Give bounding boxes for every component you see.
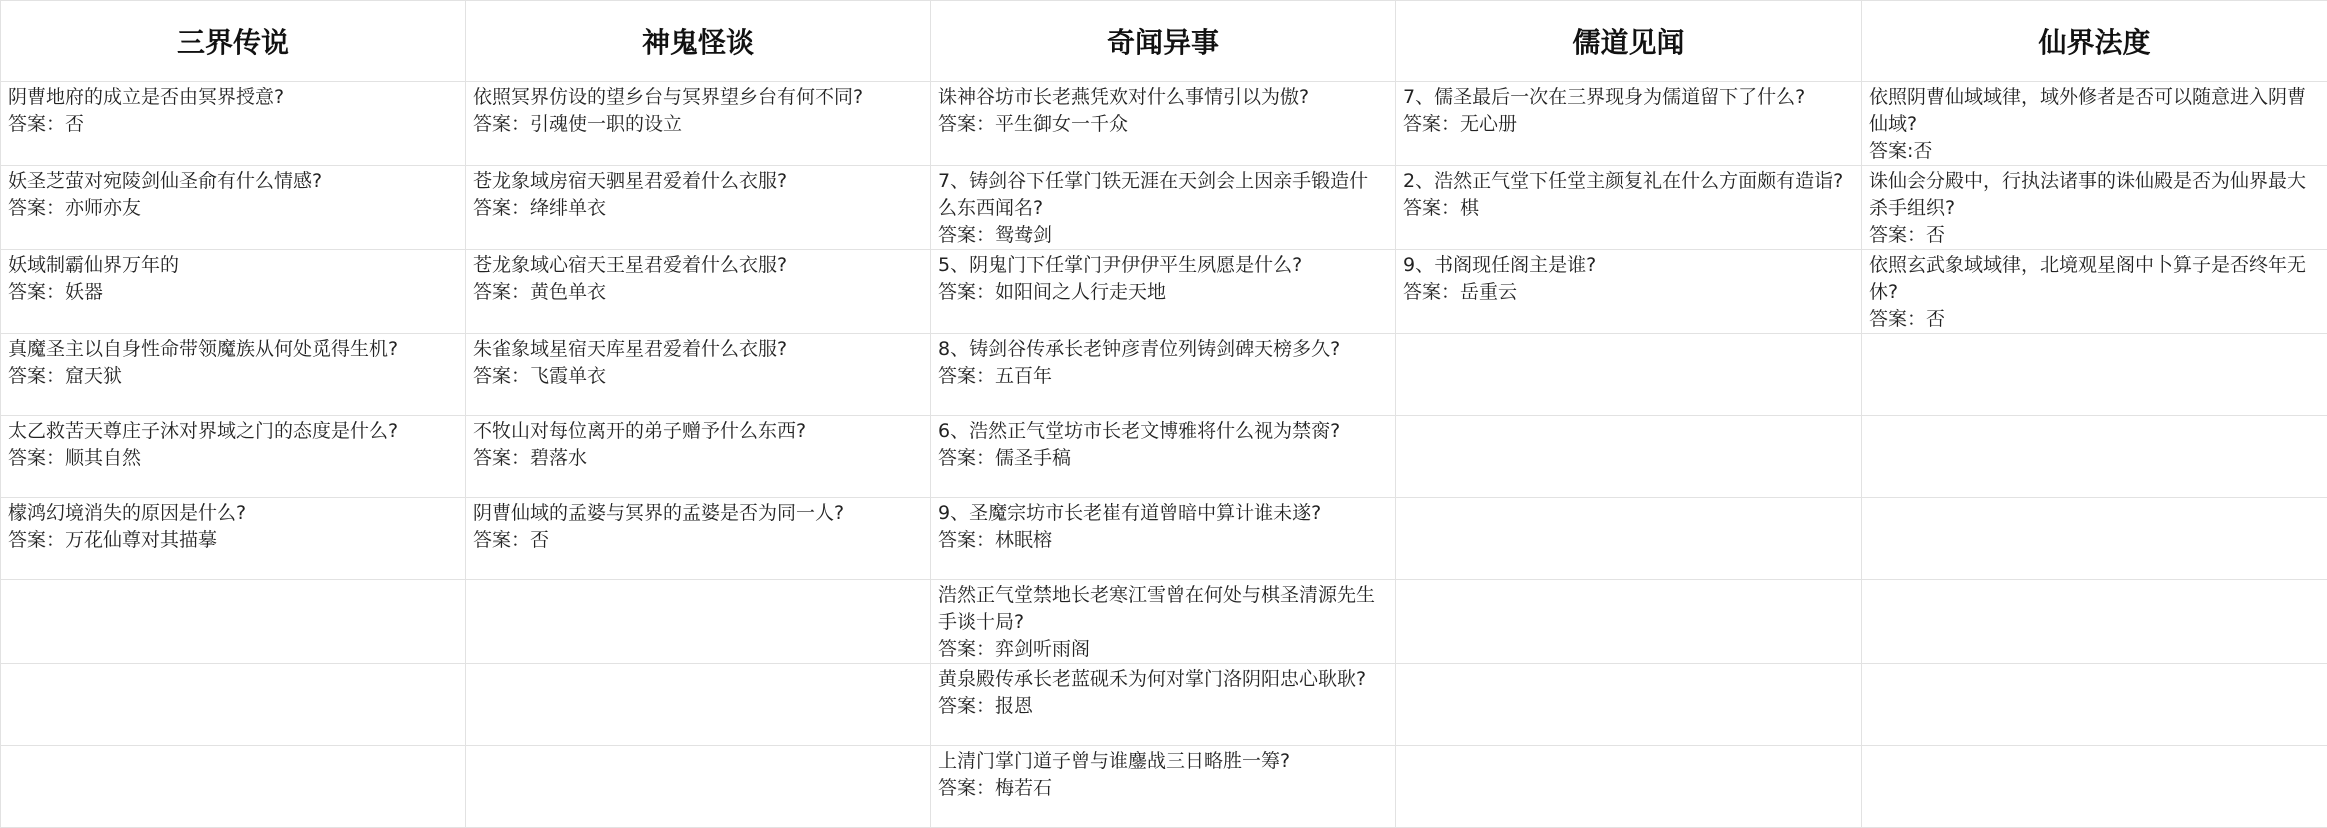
qa-cell	[466, 334, 931, 416]
answer-line	[938, 279, 1387, 306]
answer-label: 答案：	[8, 113, 66, 135]
answer-text: 妖器	[65, 281, 104, 303]
answer-line	[8, 363, 457, 390]
question-text: 苍龙象域心宿天王星君爱着什么衣服?	[473, 254, 788, 276]
qa-entry	[466, 746, 930, 748]
qa-entry	[931, 746, 1395, 802]
table-row	[1, 746, 2327, 828]
qa-entry	[1, 580, 465, 582]
answer-label: 答案：	[938, 695, 996, 717]
question-text: 9、书阁现任阁主是谁?	[1403, 254, 1597, 276]
question-text: 不牧山对每位离开的弟子赠予什么东西?	[473, 420, 807, 442]
answer-line	[938, 693, 1387, 720]
qa-cell	[466, 580, 931, 664]
answer-line	[938, 527, 1387, 554]
answer-text: 平生御女一千众	[995, 113, 1129, 135]
question-text: 黄泉殿传承长老蓝砚禾为何对掌门洛阴阳忠心耿耿?	[938, 668, 1367, 690]
qa-entry	[466, 580, 930, 582]
qa-cell	[931, 580, 1396, 664]
qa-entry	[466, 334, 930, 390]
qa-entry	[1862, 664, 2327, 666]
question-text: 5、阴鬼门下任掌门尹伊伊平生夙愿是什么?	[938, 254, 1303, 276]
qa-cell	[466, 746, 931, 828]
question-text: 依照玄武象域域律，北境观星阁中卜算子是否终年无休?	[1869, 254, 2307, 303]
answer-text: 否	[65, 113, 85, 135]
qa-entry	[1862, 82, 2327, 165]
qa-cell	[1396, 334, 1862, 416]
answer-label: 答案：	[473, 281, 531, 303]
answer-label: 答案：	[938, 529, 996, 551]
qa-cell	[1862, 82, 2327, 166]
qa-cell	[1, 166, 466, 250]
qa-cell	[466, 82, 931, 166]
qa-cell	[931, 250, 1396, 334]
question-text: 真魔圣主以自身性命带领魔族从何处觅得生机?	[8, 338, 399, 360]
answer-label: 答案:	[1869, 140, 1914, 162]
answer-line	[8, 527, 457, 554]
qa-cell	[1862, 416, 2327, 498]
qa-cell	[1862, 334, 2327, 416]
qa-entry	[1, 416, 465, 472]
qa-cell	[931, 664, 1396, 746]
answer-text: 鸳鸯剑	[995, 224, 1053, 246]
answer-text: 否	[1926, 224, 1946, 246]
column-header: 仙界法度	[1862, 1, 2327, 82]
qa-cell	[931, 82, 1396, 166]
table-row	[1, 580, 2327, 664]
question-text: 朱雀象域星宿天库星君爱着什么衣服?	[473, 338, 788, 360]
answer-text: 棋	[1460, 197, 1480, 219]
qa-cell	[1862, 498, 2327, 580]
question-text: 太乙救苦天尊庄子沐对界域之门的态度是什么?	[8, 420, 399, 442]
qa-entry	[931, 250, 1395, 306]
qa-entry	[1, 334, 465, 390]
question-text: 妖圣芝萤对宛陵剑仙圣俞有什么情感?	[8, 170, 323, 192]
answer-text: 碧落水	[530, 447, 588, 469]
question-text: 妖域制霸仙界万年的	[8, 254, 180, 276]
qa-cell	[1, 664, 466, 746]
answer-label: 答案：	[1403, 281, 1461, 303]
question-text: 依照阴曹仙域域律，域外修者是否可以随意进入阴曹仙域?	[1869, 86, 2307, 135]
qa-cell	[1396, 166, 1862, 250]
qa-cell	[1862, 250, 2327, 334]
answer-line	[473, 279, 922, 306]
qa-entry	[1, 166, 465, 222]
answer-line	[8, 195, 457, 222]
answer-text: 无心册	[1460, 113, 1518, 135]
qa-entry	[931, 334, 1395, 390]
answer-text: 儒圣手稿	[995, 447, 1072, 469]
qa-cell	[1396, 664, 1862, 746]
answer-line	[938, 222, 1387, 249]
question-text: 诛神谷坊市长老燕凭欢对什么事情引以为傲?	[938, 86, 1310, 108]
answer-text: 否	[1913, 140, 1933, 162]
answer-text: 绛绯单衣	[530, 197, 607, 219]
answer-text: 亦师亦友	[65, 197, 142, 219]
answer-label: 答案：	[8, 447, 66, 469]
answer-line	[473, 445, 922, 472]
question-text: 2、浩然正气堂下任堂主颜复礼在什么方面颇有造诣?	[1403, 170, 1844, 192]
answer-label: 答案：	[938, 777, 996, 799]
header-row	[1, 1, 2327, 82]
answer-text: 岳重云	[1460, 281, 1518, 303]
answer-text: 五百年	[995, 365, 1053, 387]
qa-entry	[1, 82, 465, 138]
qa-entry	[931, 664, 1395, 720]
question-text: 7、儒圣最后一次在三界现身为儒道留下了什么?	[1403, 86, 1806, 108]
answer-label: 答案：	[938, 638, 996, 660]
table-row	[1, 334, 2327, 416]
answer-label: 答案：	[1403, 113, 1461, 135]
question-text: 阴曹地府的成立是否由冥界授意?	[8, 86, 285, 108]
answer-line	[1869, 138, 2319, 165]
answer-text: 黄色单衣	[530, 281, 607, 303]
question-text: 诛仙会分殿中，行执法诸事的诛仙殿是否为仙界最大杀手组织?	[1869, 170, 2307, 219]
answer-label: 答案：	[473, 447, 531, 469]
answer-line	[8, 279, 457, 306]
question-text: 7、铸剑谷下任掌门铁无涯在天剑会上因亲手锻造什么东西闻名?	[938, 170, 1369, 219]
answer-text: 梅若石	[995, 777, 1053, 799]
question-text: 苍龙象域房宿天驷星君爱着什么衣服?	[473, 170, 788, 192]
column-header: 三界传说	[1, 1, 466, 82]
qa-entry	[1, 746, 465, 748]
qa-entry	[931, 416, 1395, 472]
qa-entry	[466, 82, 930, 138]
qa-entry	[1396, 250, 1861, 306]
answer-line	[473, 363, 922, 390]
qa-entry	[1396, 334, 1861, 336]
answer-line	[938, 445, 1387, 472]
table-row	[1, 498, 2327, 580]
question-text: 阴曹仙域的孟婆与冥界的孟婆是否为同一人?	[473, 502, 845, 524]
answer-line	[938, 363, 1387, 390]
column-header: 奇闻异事	[931, 1, 1396, 82]
answer-label: 答案：	[8, 529, 66, 551]
qa-entry	[1396, 664, 1861, 666]
answer-text: 如阳间之人行走天地	[995, 281, 1167, 303]
qa-entry	[931, 166, 1395, 249]
qa-cell	[931, 166, 1396, 250]
qa-cell	[466, 166, 931, 250]
table-body	[1, 82, 2327, 828]
qa-cell	[466, 664, 931, 746]
answer-label: 答案：	[938, 224, 996, 246]
qa-cell	[1862, 166, 2327, 250]
qa-cell	[1396, 82, 1862, 166]
qa-cell	[1396, 498, 1862, 580]
answer-line	[938, 111, 1387, 138]
qa-entry	[466, 250, 930, 306]
qa-entry	[1862, 746, 2327, 748]
qa-entry	[1, 498, 465, 554]
qa-entry	[466, 416, 930, 472]
table-row	[1, 166, 2327, 250]
answer-text: 弈剑听雨阁	[995, 638, 1091, 660]
qa-entry	[1396, 746, 1861, 748]
answer-label: 答案：	[473, 197, 531, 219]
answer-label: 答案：	[938, 447, 996, 469]
table-row	[1, 250, 2327, 334]
answer-text: 报恩	[995, 695, 1034, 717]
answer-label: 答案：	[1869, 224, 1927, 246]
answer-text: 林眠榕	[995, 529, 1053, 551]
qa-cell	[1, 746, 466, 828]
answer-text: 窟天狱	[65, 365, 123, 387]
answer-label: 答案：	[1403, 197, 1461, 219]
qa-entry	[1396, 82, 1861, 138]
answer-line	[1403, 279, 1853, 306]
qa-entry	[1, 250, 465, 306]
qa-cell	[466, 498, 931, 580]
table-row	[1, 82, 2327, 166]
answer-label: 答案：	[8, 197, 66, 219]
answer-label: 答案：	[473, 365, 531, 387]
qa-cell	[1396, 580, 1862, 664]
answer-label: 答案：	[473, 529, 531, 551]
qa-entry	[931, 498, 1395, 554]
answer-line	[473, 527, 922, 554]
qa-cell	[1, 498, 466, 580]
qa-cell	[1396, 416, 1862, 498]
qa-cell	[931, 498, 1396, 580]
answer-label: 答案：	[1869, 308, 1927, 330]
qa-cell	[931, 334, 1396, 416]
qa-cell	[466, 416, 931, 498]
qa-cell	[931, 416, 1396, 498]
answer-text: 万花仙尊对其描摹	[65, 529, 218, 551]
answer-text: 引魂使一职的设立	[530, 113, 683, 135]
qa-entry	[1862, 334, 2327, 336]
qa-cell	[1, 334, 466, 416]
answer-line	[8, 111, 457, 138]
qa-cell	[466, 250, 931, 334]
question-text: 檬鸿幻境消失的原因是什么?	[8, 502, 247, 524]
qa-entry	[1862, 498, 2327, 500]
answer-line	[8, 445, 457, 472]
qa-entry	[466, 498, 930, 554]
column-header: 神鬼怪谈	[466, 1, 931, 82]
qa-cell	[1862, 746, 2327, 828]
question-text: 浩然正气堂禁地长老寒江雪曾在何处与棋圣清源先生手谈十局?	[938, 584, 1376, 633]
answer-line	[1869, 222, 2319, 249]
qa-entry	[1396, 416, 1861, 418]
answer-line	[473, 195, 922, 222]
answer-line	[473, 111, 922, 138]
qa-entry	[1396, 498, 1861, 500]
answer-label: 答案：	[938, 113, 996, 135]
answer-line	[1403, 195, 1853, 222]
answer-label: 答案：	[8, 281, 66, 303]
qa-cell	[1, 580, 466, 664]
table-row	[1, 664, 2327, 746]
qa-cell	[1396, 746, 1862, 828]
answer-line	[938, 636, 1387, 663]
qa-entry	[931, 580, 1395, 663]
qa-entry	[466, 166, 930, 222]
answer-text: 顺其自然	[65, 447, 142, 469]
qa-cell	[1396, 250, 1862, 334]
qa-cell	[1862, 580, 2327, 664]
answer-label: 答案：	[473, 113, 531, 135]
question-text: 上清门掌门道子曾与谁鏖战三日略胜一筹?	[938, 750, 1291, 772]
answer-line	[1869, 306, 2319, 333]
qa-cell	[1862, 664, 2327, 746]
qa-cell	[1, 250, 466, 334]
answer-text: 否	[1926, 308, 1946, 330]
qa-cell	[931, 746, 1396, 828]
qa-entry	[1396, 166, 1861, 222]
question-text: 8、铸剑谷传承长老钟彦青位列铸剑碑天榜多久?	[938, 338, 1341, 360]
qa-entry	[1862, 250, 2327, 333]
answer-label: 答案：	[938, 365, 996, 387]
qa-entry	[1, 664, 465, 666]
qa-entry	[1862, 416, 2327, 418]
qa-entry	[1862, 166, 2327, 249]
answer-line	[1403, 111, 1853, 138]
qa-entry	[466, 664, 930, 666]
question-text: 6、浩然正气堂坊市长老文博雅将什么视为禁脔?	[938, 420, 1341, 442]
answer-line	[938, 775, 1387, 802]
answer-text: 否	[530, 529, 550, 551]
table-row	[1, 416, 2327, 498]
qa-entry	[1396, 580, 1861, 582]
answer-label: 答案：	[8, 365, 66, 387]
column-header: 儒道见闻	[1396, 1, 1862, 82]
answer-label: 答案：	[938, 281, 996, 303]
answer-text: 飞霞单衣	[530, 365, 607, 387]
qa-cell	[1, 82, 466, 166]
question-text: 依照冥界仿设的望乡台与冥界望乡台有何不同?	[473, 86, 864, 108]
qa-entry	[931, 82, 1395, 138]
qa-entry	[1862, 580, 2327, 582]
qa-cell	[1, 416, 466, 498]
question-text: 9、圣魔宗坊市长老崔有道曾暗中算计谁未遂?	[938, 502, 1322, 524]
